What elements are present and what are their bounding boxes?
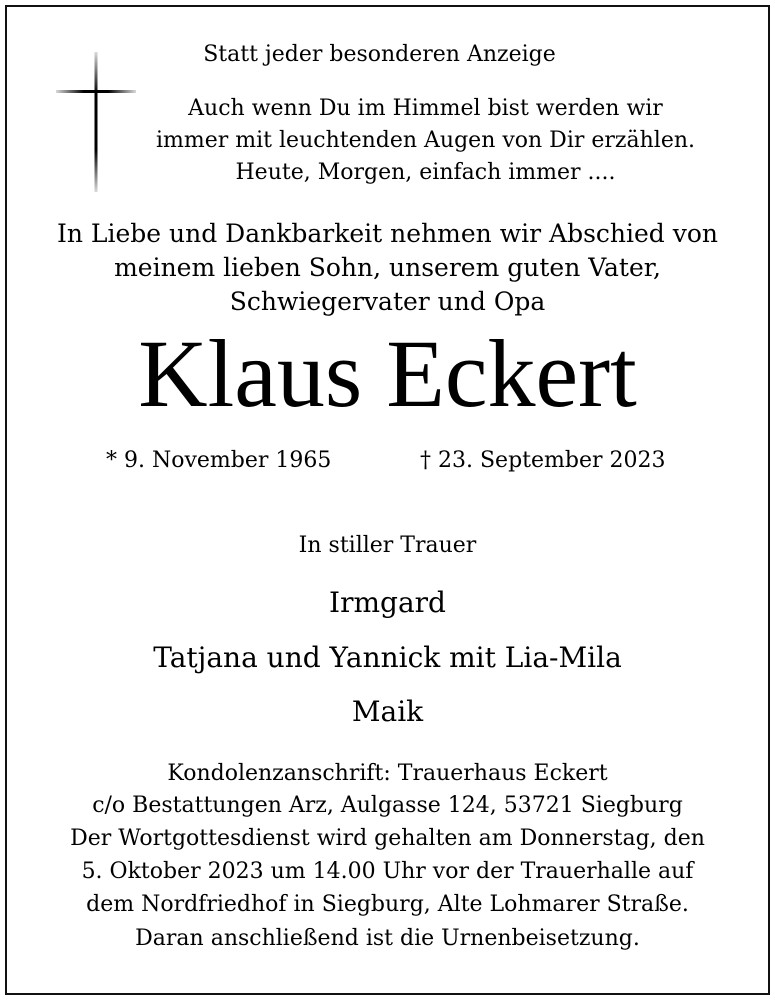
death-date: † 23. September 2023 bbox=[420, 448, 666, 473]
mourner-name-2: Tatjana und Yannick mit Lia-Mila bbox=[153, 641, 622, 674]
mourning-intro: In stiller Trauer bbox=[298, 533, 477, 558]
farewell-line-2: meinem lieben Sohn, unserem guten Vater, bbox=[114, 253, 661, 282]
verse-line-2: immer mit leuchtenden Augen von Dir erzählen. bbox=[156, 128, 695, 153]
farewell-line-3: Schwiegervater und Opa bbox=[229, 287, 546, 316]
birth-date: * 9. November 1965 bbox=[106, 448, 332, 473]
info-line-4: 5. Oktober 2023 um 14.00 Uhr vor der Trauerhalle auf bbox=[81, 859, 694, 884]
mourner-name-1: Irmgard bbox=[329, 586, 446, 619]
deceased-name: Klaus Eckert bbox=[138, 320, 637, 427]
info-line-5: dem Nordfriedhof in Siegburg, Alte Lohmarer Straße. bbox=[86, 892, 689, 917]
info-line-6: Daran anschließend ist die Urnenbeisetzung. bbox=[135, 926, 640, 951]
farewell-line-1: In Liebe und Dankbarkeit nehmen wir Abschied von bbox=[56, 219, 719, 248]
verse-line-3: Heute, Morgen, einfach immer .... bbox=[235, 160, 616, 185]
verse-line-1: Auch wenn Du im Himmel bist werden wir bbox=[188, 96, 663, 121]
intro-line: Statt jeder besonderen Anzeige bbox=[203, 42, 556, 67]
info-line-2: c/o Bestattungen Arz, Aulgasse 124, 53721 Siegburg bbox=[92, 793, 683, 818]
mourner-name-3: Maik bbox=[351, 695, 424, 728]
info-line-3: Der Wortgottesdienst wird gehalten am Donnerstag, den bbox=[70, 826, 705, 851]
info-line-1: Kondolenzanschrift: Trauerhaus Eckert bbox=[167, 761, 608, 786]
